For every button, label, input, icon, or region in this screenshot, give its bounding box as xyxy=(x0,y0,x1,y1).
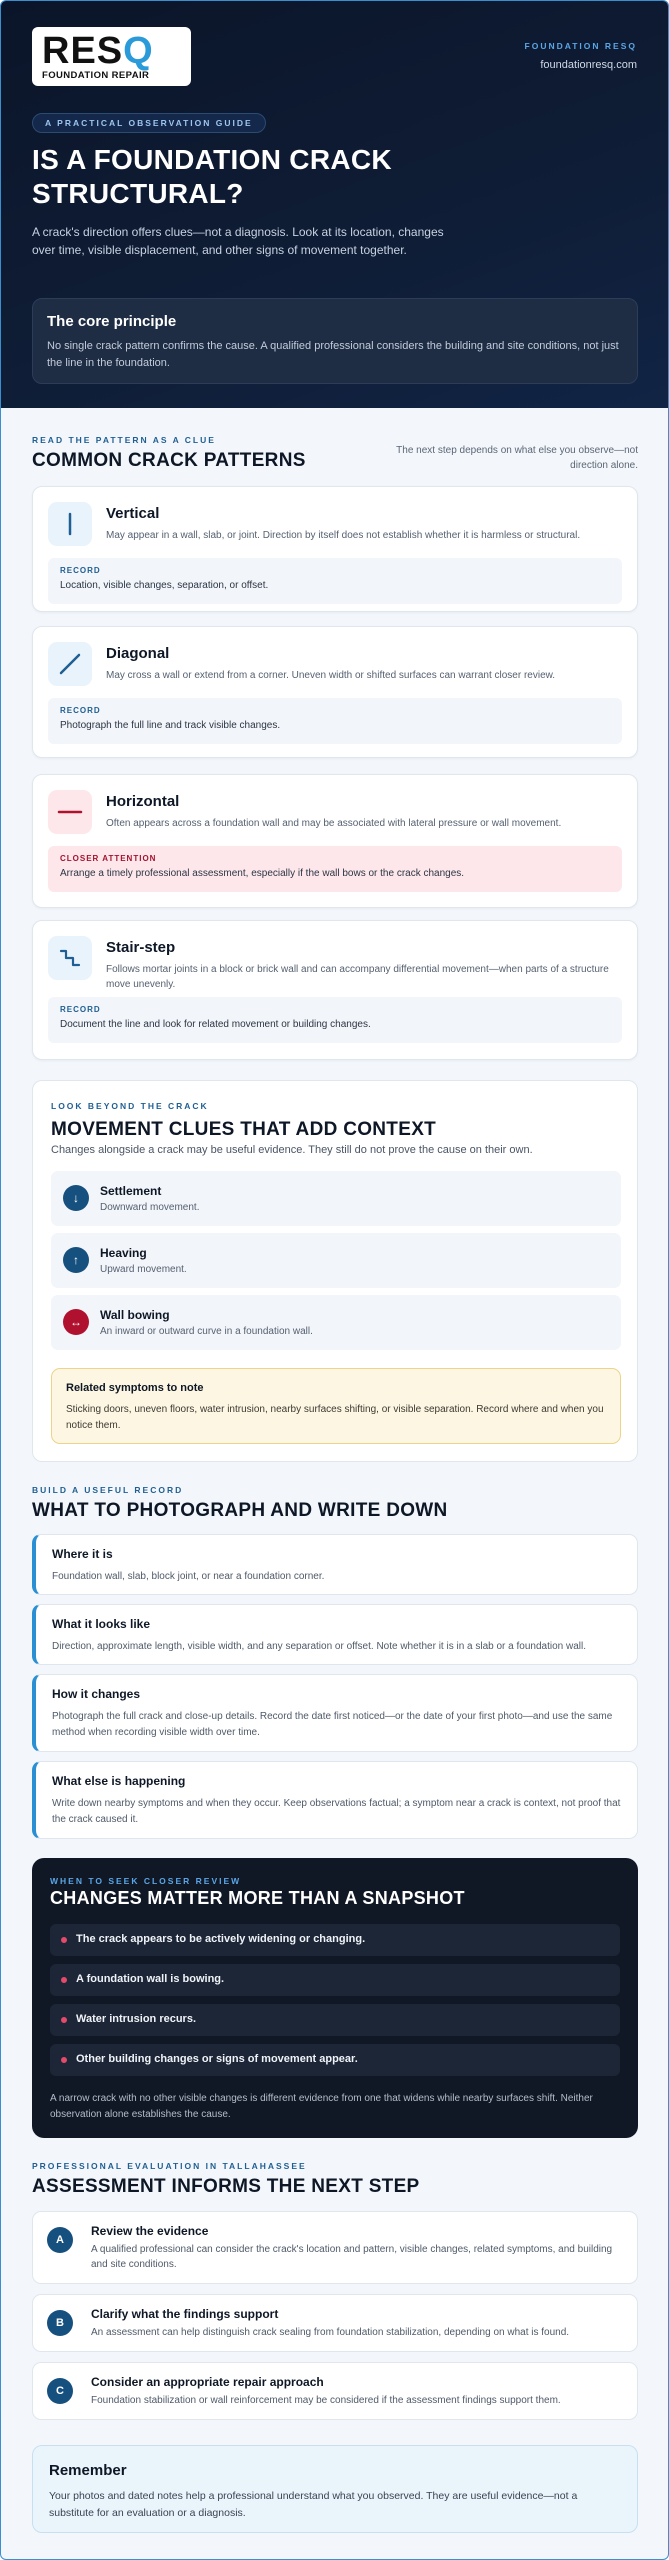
assessment-step-b xyxy=(32,2294,638,2352)
patterns-header xyxy=(32,435,638,472)
pattern-name: Horizontal xyxy=(106,793,180,810)
diagonal-crack-icon xyxy=(48,642,92,686)
patterns-title: COMMON CRACK PATTERNS xyxy=(32,450,306,471)
remember-box xyxy=(32,2445,638,2533)
clue-name: Heaving xyxy=(100,1246,147,1260)
record-item-looks xyxy=(32,1604,638,1665)
attention-text: Arrange a timely professional assessment, especially if the wall bows or the crack changes. xyxy=(60,868,465,879)
photograph-kicker: BUILD A USEFUL RECORD xyxy=(32,1485,184,1495)
record-text: Photograph the full line and track visible changes. xyxy=(60,720,281,731)
vertical-crack-icon xyxy=(48,502,92,546)
movement-kicker: LOOK BEYOND THE CRACK xyxy=(51,1101,209,1111)
step-title: Review the evidence xyxy=(91,2224,209,2238)
core-principle-title: The core principle xyxy=(47,313,177,330)
patterns-note: The next step depends on what else you observe—not direction alone. xyxy=(396,445,638,471)
record-item-desc: Photograph the full crack and close-up details. Record the date first noticed—or the date of your first photo—and use the same method when recording visible width over time. xyxy=(52,1711,613,1738)
record-box xyxy=(48,997,622,1043)
record-box xyxy=(48,698,622,744)
pattern-name: Stair-step xyxy=(106,939,176,956)
record-item-desc: Foundation wall, slab, block joint, or near a foundation corner. xyxy=(52,1571,325,1582)
brand-kicker: FOUNDATION RESQ xyxy=(524,41,637,51)
brand-logo[interactable]: RESQ FOUNDATION REPAIR xyxy=(32,27,191,86)
clue-desc: Downward movement. xyxy=(100,1202,200,1213)
attention-label: CLOSER ATTENTION xyxy=(60,854,157,863)
step-title: Clarify what the findings support xyxy=(91,2307,279,2321)
record-text: Location, visible changes, separation, or offset. xyxy=(60,580,269,591)
stair-step-crack-icon xyxy=(48,936,92,980)
pattern-card-stair-step xyxy=(32,920,638,1060)
changes-note: A narrow crack with no other visible changes is different evidence from one that widens while nearby surfaces shift. Neither observation alone establishes the cause. xyxy=(50,2093,593,2120)
arrows-horizontal-icon: ↔ xyxy=(63,1309,89,1335)
record-label: RECORD xyxy=(60,706,101,715)
related-text: Sticking doors, uneven floors, water intrusion, nearby surfaces shifting, or visible separation. Record where and when you notice them. xyxy=(66,1404,604,1431)
record-item-desc: Direction, approximate length, visible width, and any separation or offset. Note whether it is in a slab or a foundation wall. xyxy=(52,1641,586,1652)
change-item: Water intrusion recurs. xyxy=(50,2004,620,2036)
record-item-title: How it changes xyxy=(52,1687,141,1701)
clue-name: Wall bowing xyxy=(100,1308,170,1322)
record-item-happening xyxy=(32,1761,638,1839)
pattern-name: Diagonal xyxy=(106,645,170,662)
clue-wall-bowing xyxy=(51,1295,621,1350)
clue-desc: Upward movement. xyxy=(100,1264,187,1275)
assessment-header xyxy=(32,2161,638,2198)
guide-pill: A PRACTICAL OBSERVATION GUIDE xyxy=(32,113,266,133)
record-item-where xyxy=(32,1534,638,1595)
remember-title: Remember xyxy=(49,2462,127,2479)
brand-info xyxy=(525,41,637,71)
related-title: Related symptoms to note xyxy=(66,1382,204,1394)
changes-title: CHANGES MATTER MORE THAN A SNAPSHOT xyxy=(50,1888,465,1908)
remember-text: Your photos and dated notes help a professional understand what you observed. They are useful evidence—not a substitute for an evaluation or a diagnosis. xyxy=(49,2490,578,2519)
clue-desc: An inward or outward curve in a foundation wall. xyxy=(100,1326,313,1337)
changes-kicker: WHEN TO SEEK CLOSER REVIEW xyxy=(50,1876,242,1886)
movement-clues-card xyxy=(32,1080,638,1462)
bullet-dot-icon xyxy=(61,2057,67,2063)
hero-section xyxy=(1,1,668,408)
change-item: Other building changes or signs of movement appear. xyxy=(50,2044,620,2076)
movement-title: MOVEMENT CLUES THAT ADD CONTEXT xyxy=(51,1119,437,1140)
hero-lead: A crack's direction offers clues—not a diagnosis. Look at its location, changes over time, visible displacement, and other signs of movement together. xyxy=(32,225,444,257)
bullet-dot-icon xyxy=(61,1937,67,1943)
core-principle-box xyxy=(32,298,638,384)
step-desc: An assessment can help distinguish crack sealing from foundation stabilization, depending on what is found. xyxy=(91,2327,570,2338)
clue-settlement xyxy=(51,1171,621,1226)
record-label: RECORD xyxy=(60,1005,101,1014)
assessment-step-a xyxy=(32,2211,638,2284)
record-item-desc: Write down nearby symptoms and when they occur. Keep observations factual; a symptom near a crack is context, not proof that the crack caused it. xyxy=(52,1798,621,1825)
step-desc: Foundation stabilization or wall reinforcement may be considered if the assessment findings support them. xyxy=(91,2395,561,2406)
page-title: IS A FOUNDATION CRACK STRUCTURAL? xyxy=(32,144,392,209)
related-symptoms-box xyxy=(51,1368,621,1444)
assessment-step-c xyxy=(32,2362,638,2420)
record-item-title: Where it is xyxy=(52,1547,113,1561)
step-title: Consider an appropriate repair approach xyxy=(91,2375,324,2389)
step-badge: B xyxy=(47,2310,73,2336)
record-item-changes xyxy=(32,1674,638,1752)
assessment-title: ASSESSMENT INFORMS THE NEXT STEP xyxy=(32,2176,420,2197)
record-text: Document the line and look for related movement or building changes. xyxy=(60,1019,371,1030)
arrow-down-icon: ↓ xyxy=(63,1185,89,1211)
record-label: RECORD xyxy=(60,566,101,575)
step-badge: A xyxy=(47,2227,73,2253)
clue-name: Settlement xyxy=(100,1184,162,1198)
bullet-dot-icon xyxy=(61,1977,67,1983)
assessment-kicker: PROFESSIONAL EVALUATION IN TALLAHASSEE xyxy=(32,2161,307,2171)
pattern-card-diagonal xyxy=(32,626,638,758)
step-desc: A qualified professional can consider the crack's location and pattern, visible changes, related symptoms, and building and site conditions. xyxy=(91,2244,613,2270)
movement-sub: Changes alongside a crack may be useful evidence. They still do not prove the cause on their own. xyxy=(51,1144,533,1156)
bullet-dot-icon xyxy=(61,2017,67,2023)
step-badge: C xyxy=(47,2378,73,2404)
changes-card xyxy=(32,1858,638,2138)
brand-url[interactable]: foundationresq.com xyxy=(540,59,637,71)
core-principle-text: No single crack pattern confirms the cause. A qualified professional considers the building and site conditions, not just the line in the foundation. xyxy=(47,340,619,369)
patterns-kicker: READ THE PATTERN AS A CLUE xyxy=(32,435,216,445)
pattern-desc: May cross a wall or extend from a corner. Uneven width or shifted surfaces can warrant closer review. xyxy=(106,670,556,681)
photograph-title: WHAT TO PHOTOGRAPH AND WRITE DOWN xyxy=(32,1500,448,1521)
photograph-header xyxy=(32,1485,638,1522)
change-item: A foundation wall is bowing. xyxy=(50,1964,620,1996)
pattern-card-vertical xyxy=(32,486,638,612)
pattern-desc: Follows mortar joints in a block or brick wall and can accompany differential movement—when parts of a structure move unevenly. xyxy=(106,964,609,990)
horizontal-crack-icon xyxy=(48,790,92,834)
pattern-card-horizontal xyxy=(32,774,638,908)
pattern-name: Vertical xyxy=(106,505,160,522)
arrow-up-icon: ↑ xyxy=(63,1247,89,1273)
pattern-desc: Often appears across a foundation wall and may be associated with lateral pressure or wall movement. xyxy=(106,818,562,829)
clue-heaving xyxy=(51,1233,621,1288)
attention-box xyxy=(48,846,622,892)
change-item: The crack appears to be actively widening or changing. xyxy=(50,1924,620,1956)
pattern-desc: May appear in a wall, slab, or joint. Direction by itself does not establish whether it is harmless or structural. xyxy=(106,530,581,541)
record-item-title: What it looks like xyxy=(52,1617,151,1631)
record-item-title: What else is happening xyxy=(52,1774,186,1788)
record-box xyxy=(48,558,622,604)
